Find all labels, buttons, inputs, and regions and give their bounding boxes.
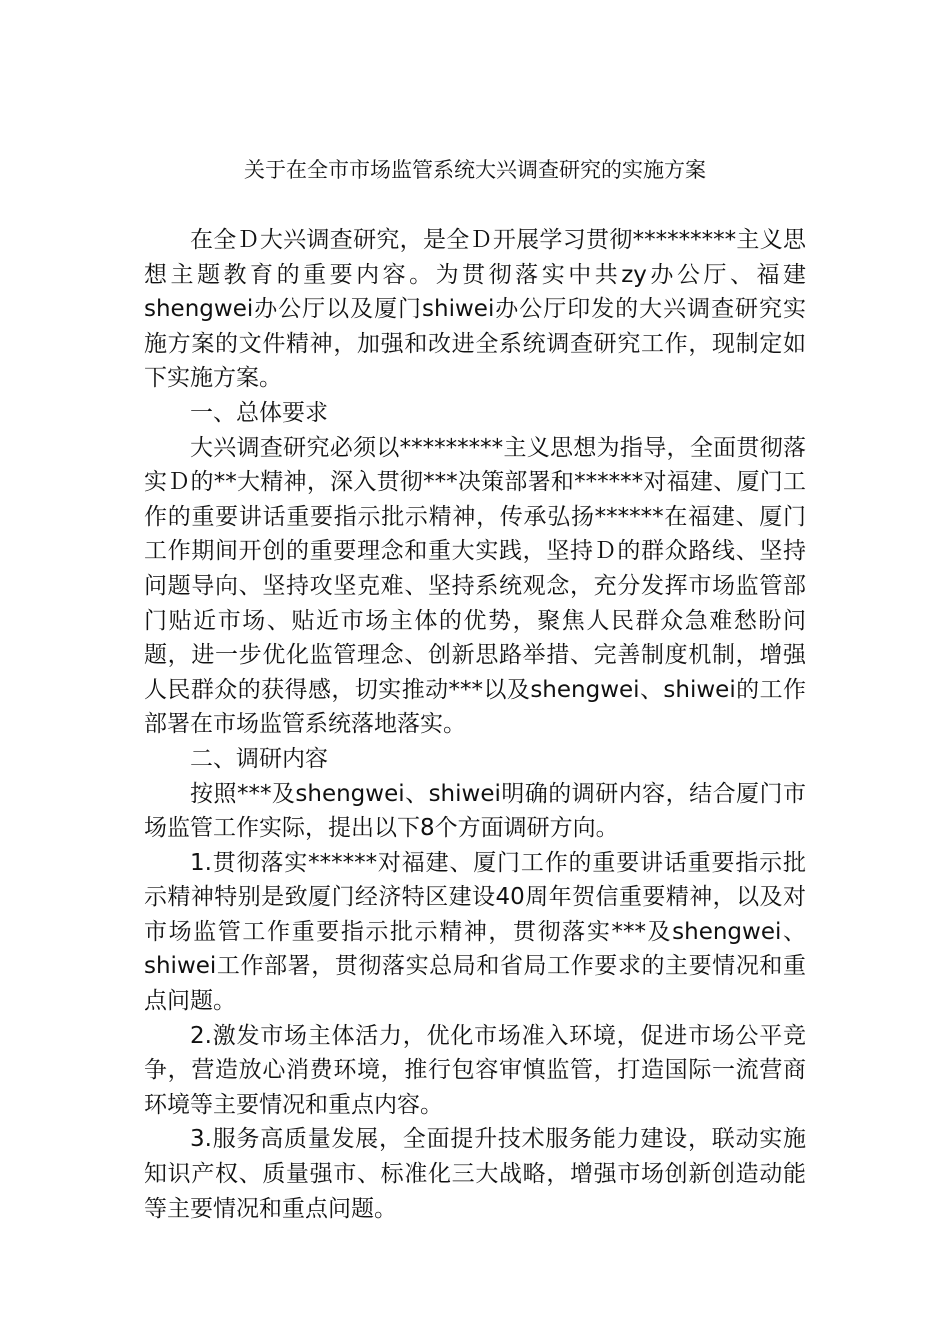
paragraph-intro: 在全Ｄ大兴调查研究，是全Ｄ开展学习贯彻*********主义思想主题教育的重要内容。为贯彻落实中共zy办公厅、福建shengwei办公厅以及厦门shiwei办公厅印发的大兴调查研究实施方案的文件精神，加强和改进全系统调查研究工作，现制定如下实施方案。 [144, 227, 806, 392]
list-item-3: 3.服务高质量发展，全面提升技术服务能力建设，联动实施知识产权、质量强市、标准化三大战略，增强市场创新创造动能等主要情况和重点问题。 [144, 1126, 806, 1222]
document-body [144, 223, 806, 1226]
list-item-1: 1.贯彻落实******对福建、厦门工作的重要讲话重要指示批示精神特别是致厦门经济特区建设40周年贺信重要精神，以及对市场监管工作重要指示批示精神，贯彻落实***及shengwei、shiwei工作部署，贯彻落实总局和省局工作要求的主要情况和重点问题。 [144, 849, 806, 1015]
paragraph-general-requirements: 大兴调查研究必须以*********主义思想为指导，全面贯彻落实Ｄ的**大精神，深入贯彻***决策部署和******对福建、厦门工作的重要讲话重要指示批示精神，传承弘扬******在福建、厦门工作期间开创的重要理念和重大实践，坚持Ｄ的群众路线、坚持问题导向、坚持攻坚克难、坚持系统观念，充分发挥市场监管部门贴近市场、贴近市场主体的优势，聚焦人民群众急难愁盼问题，进一步优化监管理念、创新思路举措、完善制度机制，增强人民群众的获得感，切实推动***以及shengwei、shiwei的工作部署在市场监管系统落地落实。 [144, 434, 806, 738]
heading-research-content: 二、调研内容 [190, 745, 328, 772]
document-title: 关于在全市市场监管系统大兴调查研究的实施方案 [244, 158, 706, 182]
list-item-2: 2.激发市场主体活力，优化市场准入环境，促进市场公平竞争，营造放心消费环境，推行包容审慎监管，打造国际一流营商环境等主要情况和重点内容。 [144, 1022, 806, 1118]
heading-general-requirements: 一、总体要求 [190, 399, 328, 426]
paragraph-research-content: 按照***及shengwei、shiwei明确的调研内容，结合厦门市场监管工作实际，提出以下8个方面调研方向。 [144, 780, 806, 842]
